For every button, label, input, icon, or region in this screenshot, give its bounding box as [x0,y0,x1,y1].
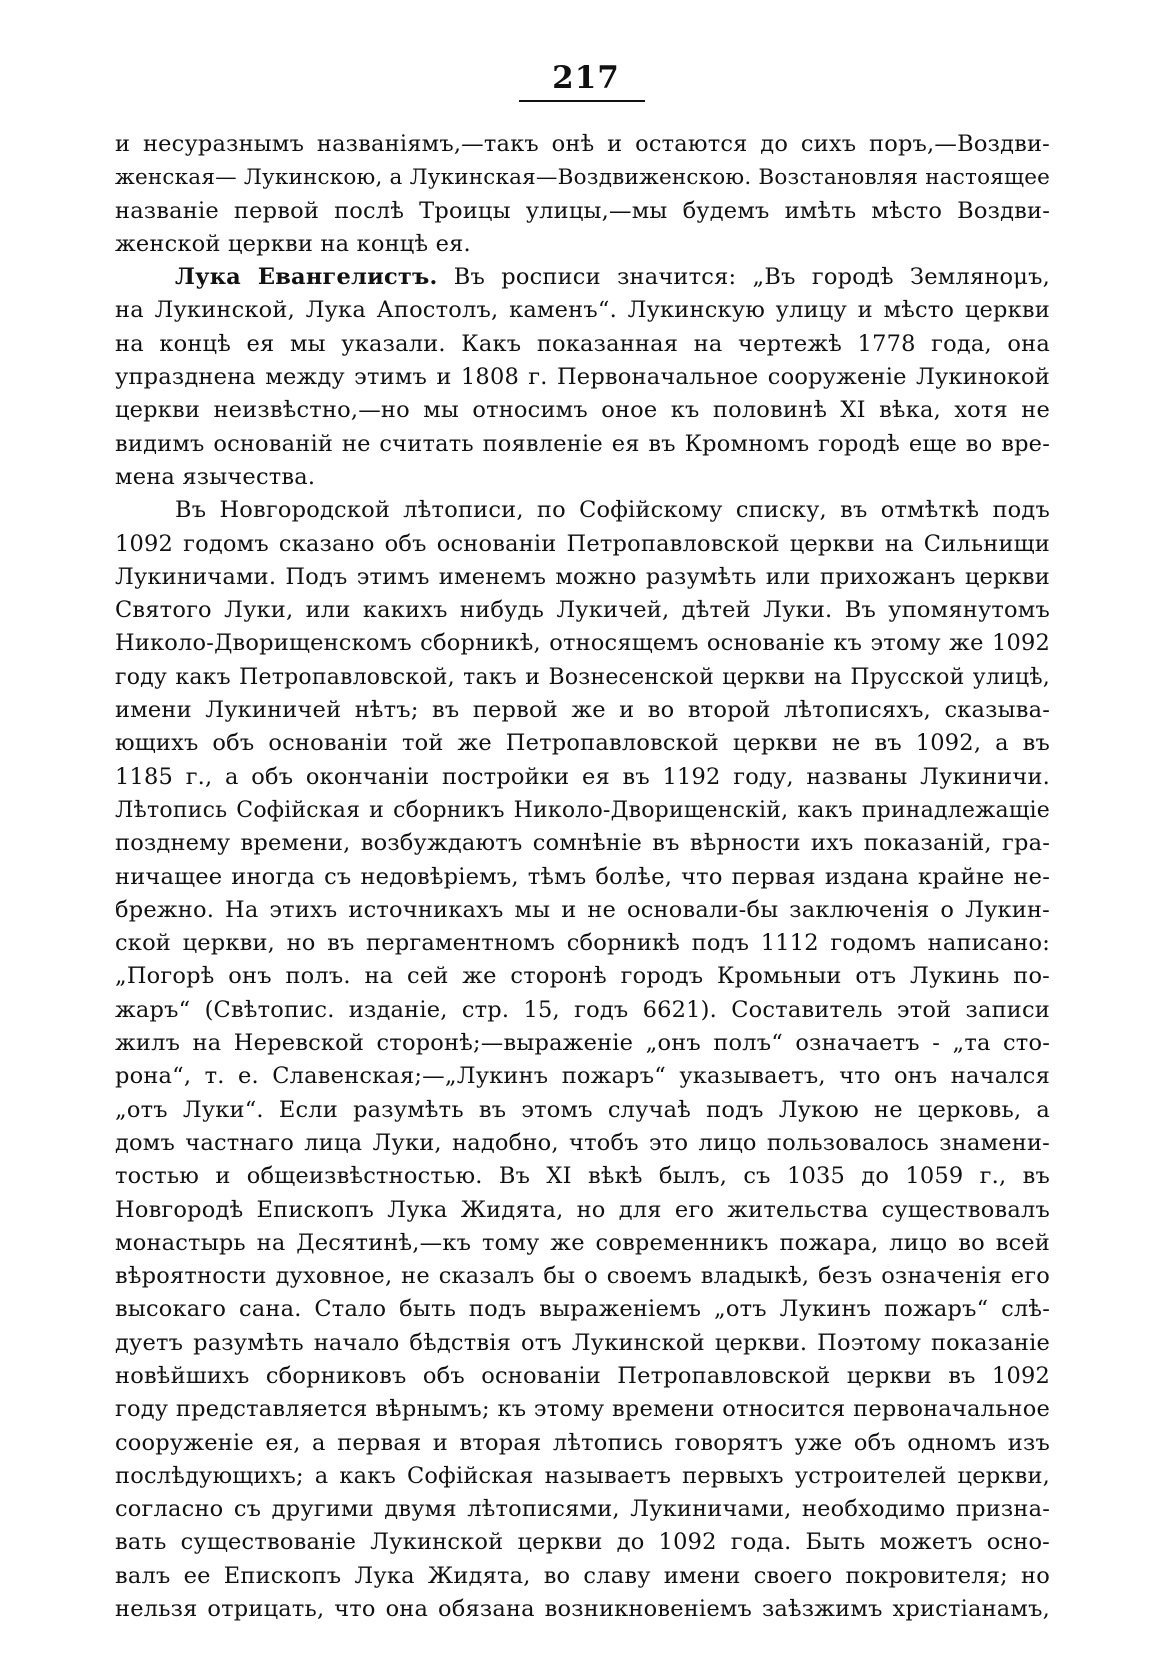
text-line: высокаго сана. Стало быть подъ выраженіемъ „отъ Лукинъ пожаръ“ слѣ- [115,1296,1050,1323]
text-line: мена язычества. [115,463,316,490]
text-line: вѣроятности духовное, не сказалъ бы о своемъ владыкѣ, безъ означенія его [115,1263,1050,1290]
text-line: нельзя отрицать, что она обязана возникновеніемъ заѣзжимъ христіанамъ, [115,1596,1050,1623]
text-line: Николо-Дворищенскомъ сборникѣ, относящемъ основаніе къ этому же 1092 [115,630,1050,657]
text-line: названіе первой послѣ Троицы улицы,—мы будемъ имѣть мѣсто Воздви- [115,197,1050,224]
text-line: видимъ основаній не считать появленіе ея въ Кромномъ городѣ еще во вре- [115,430,1050,457]
text-line: на Лукинской, Лука Апостолъ, каменъ“. Лукинскую улицу и мѣсто церкви [115,297,1050,324]
section-heading: Лука Евангелистъ. [175,264,438,291]
text-line: сооруженіе ея, а первая и вторая лѣтопись говорятъ уже объ одномъ изъ [115,1429,1050,1456]
text-line: году представляется вѣрнымъ; къ этому времени относится первоначальное [115,1396,1050,1423]
text-line: 1092 годомъ сказано объ основаніи Петропавловской церкви на Сильнищи [115,530,1050,557]
text-line: брежно. На этихъ источникахъ мы и не основали-бы заключенія о Лукин- [115,896,1050,923]
text-line: „Погорѣ онъ полъ. на сей же сторонѣ городъ Кромьныи отъ Лукинь по- [115,963,1050,990]
text-line: Святого Луки, или какихъ нибудь Лукичей, дѣтей Луки. Въ упомянутомъ [115,597,1050,624]
text-line: имени Лукиничей нѣтъ; въ первой же и во второй лѣтописяхъ, сказыва- [115,697,1050,724]
page-number: 217 [552,60,620,96]
text-line: Новгородѣ Епископъ Лука Жидята, но для его жительства существовалъ [115,1196,1050,1223]
text-line: женской церкви на концѣ ея. [115,230,471,257]
text-line: на концѣ ея мы указали. Какъ показанная на чертежѣ 1778 года, она [115,330,1050,357]
text-line: согласно съ другими двумя лѣтописями, Лукиничами, необходимо призна- [115,1496,1050,1523]
text-line: послѣдующихъ; а какъ Софійская называетъ первыхъ устроителей церкви, [115,1462,1050,1489]
text-line: Лѣтопись Софійская и сборникъ Николо-Дворищенскій, какъ принадлежащіе [115,797,1050,823]
text-line: Въ Новгородской лѣтописи, по Софійскому списку, въ отмѣткѣ подъ [175,497,1050,524]
text-line: ющихъ объ основаніи той же Петропавловской церкви не въ 1092, а въ [115,730,1050,757]
text-line: церкви неизвѣстно,—но мы относимъ оное къ половинѣ XI вѣка, хотя не [115,397,1050,424]
text-line: ничащее иногда съ недовѣріемъ, тѣмъ болѣе, что первая издана крайне не- [115,863,1050,890]
text-line: „отъ Луки“. Если разумѣть въ этомъ случаѣ подъ Лукою не церковь, а [115,1096,1050,1123]
text-line: вать существованіе Лукинской церкви до 1092 года. Быть можетъ осно- [115,1529,1050,1556]
text-line [115,261,1050,294]
text-line: валъ ее Епископъ Лука Жидята, во славу имени своего покровителя; но [115,1562,1050,1589]
text-line: рона“, т. е. Славенская;—„Лукинъ пожаръ“ указываетъ, что онъ начался [115,1063,1050,1090]
text-line: ской церкви, но въ пергаментномъ сборникѣ подъ 1112 годомъ написано: [115,930,1050,957]
text-line: жилъ на Неревской сторонѣ;—выраженіе „онъ полъ“ означаетъ - „та сто- [115,1030,1050,1057]
text-line-rest: Въ росписи значится: „Въ городѣ Землянομъ, [437,264,1050,291]
text-line: году какъ Петропавловской, такъ и Вознесенской церкви на Прусской улицѣ, [115,664,1050,690]
text-body [115,128,1050,1626]
text-line: женская— Лукинскою, а Лукинская—Воздвиженскою. Возстановляя настоящее [115,165,1051,191]
text-line: упразднена между этимъ и 1808 г. Первоначальное сооруженіе Лукинокой [115,364,1050,391]
page-number-rule [519,100,645,102]
text-line: дуетъ разумѣть начало бѣдствія отъ Лукинской церкви. Поэтому показаніе [115,1329,1050,1356]
text-line: тостью и общеизвѣстностью. Въ XI вѣкѣ былъ, съ 1035 до 1059 г., въ [115,1163,1050,1190]
text-line: Лукиничами. Подъ этимъ именемъ можно разумѣть или прихожанъ церкви [115,563,1050,590]
text-line: 1185 г., а объ окончаніи постройки ея въ 1192 году, названы Лукиничи. [115,763,1050,790]
text-line: и несуразнымъ названіямъ,—такъ онѣ и остаются до сихъ поръ,—Воздви- [115,131,1050,157]
text-line: жаръ“ (Свѣтопис. изданіе, стр. 15, годъ 6621). Составитель этой записи [115,996,1050,1023]
text-line: позднему времени, возбуждаютъ сомнѣніе въ вѣрности ихъ показаній, гра- [115,830,1050,857]
text-line: монастырь на Десятинѣ,—къ тому же современникъ пожара, лицо во всей [115,1229,1050,1256]
text-line: домъ частнаго лица Луки, надобно, чтобъ это лицо пользовалось знамени- [115,1129,1050,1156]
text-line: новѣйшихъ сборниковъ объ основаніи Петропавловской церкви въ 1092 [115,1362,1050,1389]
